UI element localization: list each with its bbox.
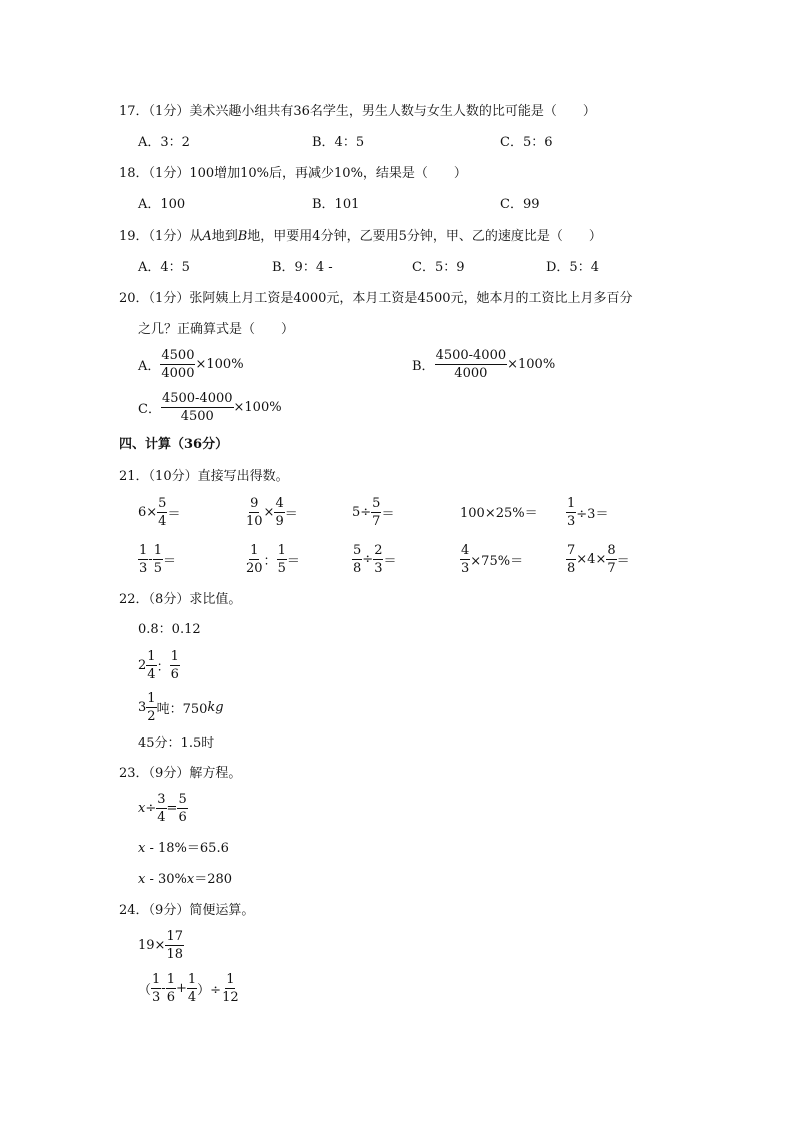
q22-line-3: 3 $\frac{1}{2}$ 吨：750 kg bbox=[138, 691, 224, 724]
q19-option-a: A．4：5 bbox=[138, 260, 190, 275]
q21-expr-5: $\frac{1}{3}$ ÷3＝ bbox=[567, 496, 609, 529]
q17-option-a: A．3：2 bbox=[138, 135, 190, 150]
q21-expr-2: $\frac{9}{10}$ × $\frac{4}{9}$ ＝ bbox=[246, 496, 298, 529]
q23-stem: 23．（9分）解方程。 bbox=[119, 766, 242, 781]
q21-expr-8: $\frac{5}{8}$ ÷ $\frac{2}{3}$ ＝ bbox=[353, 543, 397, 576]
q18-option-b: B．101 bbox=[312, 197, 360, 212]
q22-stem: 22．（8分）求比值。 bbox=[119, 592, 242, 607]
q23-line-2: x - 18%＝65.6 bbox=[138, 841, 229, 856]
q21-expr-1: 6× $\frac{5}{4}$ ＝ bbox=[138, 496, 181, 529]
q24-line-2: （ $\frac{1}{3}$ - $\frac{1}{6}$ + $\frac{1}{4}$ ）÷ $\frac{1}{12}$ bbox=[138, 972, 239, 1005]
q21-expr-10: $\frac{7}{8}$ ×4× $\frac{8}{7}$ ＝ bbox=[567, 543, 630, 576]
q21-expr-3: 5÷ $\frac{5}{7}$ ＝ bbox=[352, 496, 395, 529]
q18-option-c: C．99 bbox=[500, 197, 540, 212]
fraction: $\frac{4500-4000}{4000}$ bbox=[435, 348, 507, 381]
q24-line-1: 19× $\frac{17}{18}$ bbox=[138, 929, 183, 962]
q21-expr-4: 100×25%＝ bbox=[460, 506, 538, 521]
fraction: $\frac{4500-4000}{4500}$ bbox=[161, 391, 233, 424]
q21-expr-6: $\frac{1}{3}$ - $\frac{1}{5}$ ＝ bbox=[139, 543, 176, 576]
q19-option-d: D．5：4 bbox=[546, 260, 599, 275]
q20-stem-line2: 之几？正确算式是（ ） bbox=[138, 322, 295, 337]
q17-option-b: B．4：5 bbox=[312, 135, 365, 150]
q23-line-3: x - 30%x＝280 bbox=[138, 872, 233, 887]
q19-option-c: C．5：9 bbox=[412, 260, 465, 275]
q20-option-b: B． $\frac{4500-4000}{4000}$ ×100% bbox=[412, 348, 556, 381]
q20-stem-line1: 20．（1分）张阿姨上月工资是4000元，本月工资是4500元，她本月的工资比上月多百分 bbox=[119, 291, 633, 306]
q23-line-1: x ÷ $\frac{3}{4}$ = $\frac{5}{6}$ bbox=[138, 792, 187, 825]
q20-option-a: A． $\frac{4500}{4000}$ ×100% bbox=[138, 348, 244, 381]
q22-line-4: 45分：1.5时 bbox=[138, 736, 215, 751]
section-title: 四、计算（36分） bbox=[119, 437, 229, 452]
q22-line-2: 2 $\frac{1}{4}$ ： $\frac{1}{6}$ bbox=[138, 649, 179, 682]
q18-option-a: A．100 bbox=[138, 197, 186, 212]
q17-option-c: C．5：6 bbox=[500, 135, 553, 150]
q22-line-1: 0.8：0.12 bbox=[138, 622, 201, 637]
q20-option-c: C． $\frac{4500-4000}{4500}$ ×100% bbox=[138, 391, 282, 424]
q18-stem: 18．（1分）100增加10%后，再减少10%，结果是（ ） bbox=[119, 166, 467, 181]
fraction: $\frac{4500}{4000}$ bbox=[161, 348, 195, 381]
q19-stem: 19．（1分）从A地到B地，甲要用4分钟，乙要用5分钟，甲、乙的速度比是（ ） bbox=[119, 229, 602, 244]
q21-expr-7: $\frac{1}{20}$ ： $\frac{1}{5}$ ＝ bbox=[246, 543, 300, 576]
q17-stem: 17．（1分）美术兴趣小组共有36名学生，男生人数与女生人数的比可能是（ ） bbox=[119, 104, 596, 119]
q21-stem: 21．（10分）直接写出得数。 bbox=[119, 469, 289, 484]
q21-expr-9: $\frac{4}{3}$ ×75%＝ bbox=[461, 543, 524, 576]
q24-stem: 24．（9分）简便运算。 bbox=[119, 903, 255, 918]
q19-option-b: B．9：4 - bbox=[272, 260, 333, 275]
